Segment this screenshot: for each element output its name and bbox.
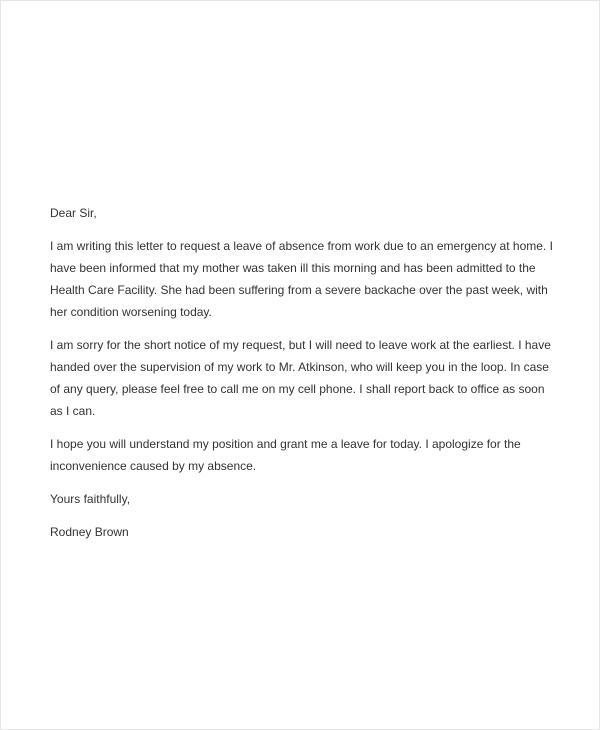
letter-paragraph-3: I hope you will understand my position and grant me a leave for today. I apologize for the inconvenience caused by my absence. xyxy=(50,437,521,473)
letter-paragraph-1: I am writing this letter to request a leave of absence from work due to an emergency at home. I have been informed that my mother was taken ill this morning and has been admitted to the Health Care Facility. She had been suffering from a severe backache over the past week, with her condition worsening today. xyxy=(50,239,553,319)
letter-signature: Rodney Brown xyxy=(50,525,129,539)
letter-salutation: Dear Sir, xyxy=(50,206,97,220)
letter-paragraph-2: I am sorry for the short notice of my request, but I will need to leave work at the earliest. I have handed over the supervision of my work to Mr. Atkinson, who will keep you in the loop. In case of any query, please feel free to call me on my cell phone. I shall report back to office as soon as I can. xyxy=(50,338,551,418)
letter-body xyxy=(50,202,556,543)
letter-closing: Yours faithfully, xyxy=(50,492,131,506)
